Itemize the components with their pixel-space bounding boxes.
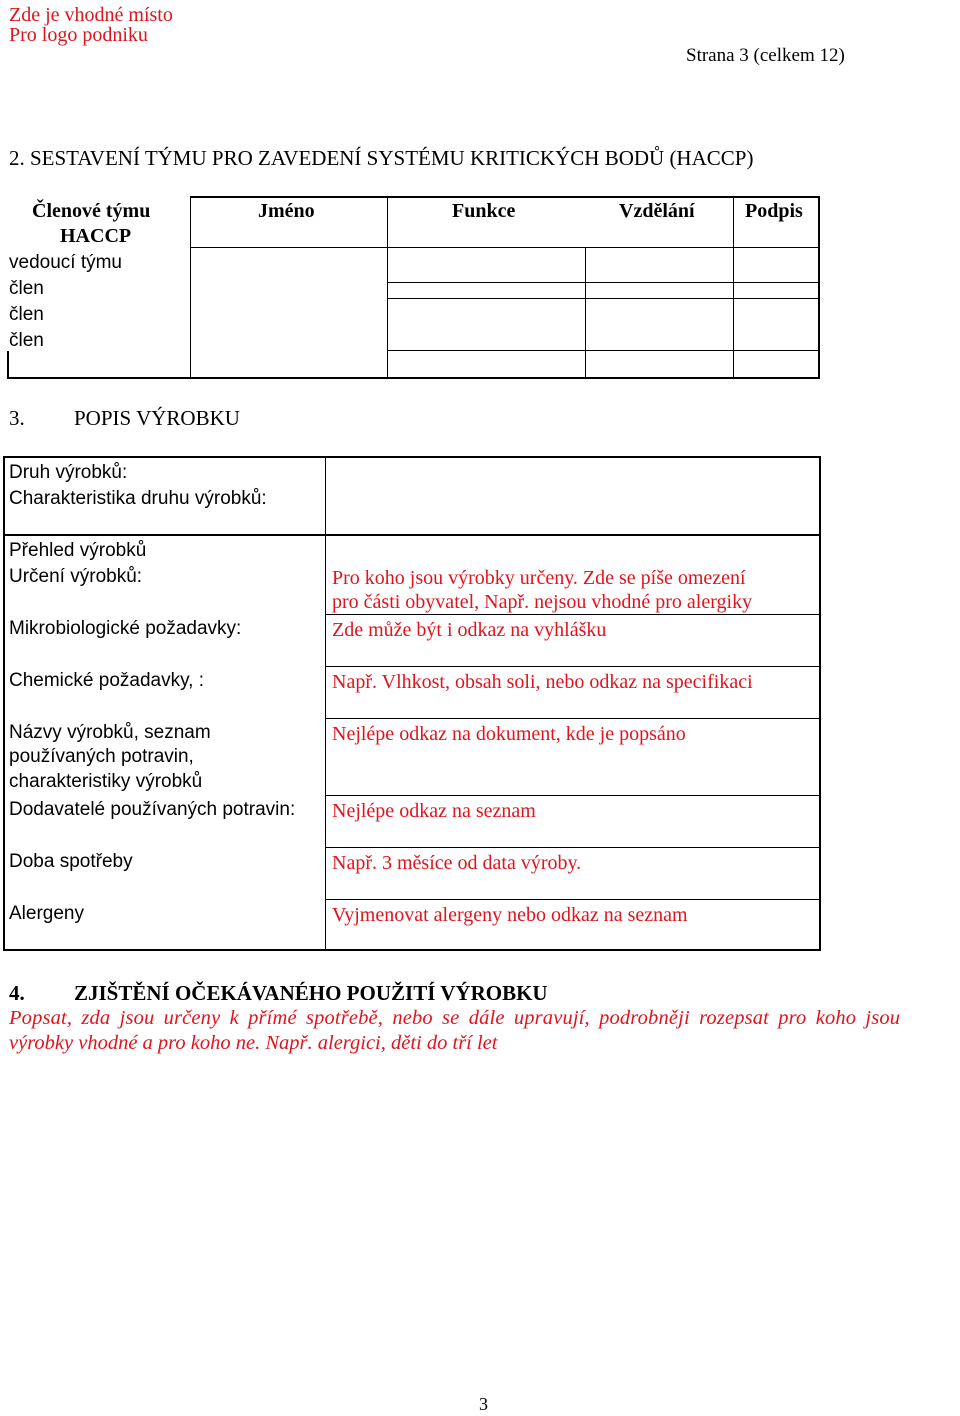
label-product-names-line2: používaných potravin, — [9, 746, 194, 767]
section3-title: POPIS VÝROBKU — [74, 406, 240, 430]
label-chemical-requirements: Chemické požadavky, : — [9, 670, 205, 691]
label-suppliers: Dodavatelé používaných potravin: — [9, 799, 296, 820]
label-allergens: Alergeny — [9, 903, 84, 924]
value-suppliers: Nejlépe odkaz na seznam — [332, 800, 536, 822]
section4-description-line2: výrobky vhodné a pro koho ne. Např. alergici, děti do tří let — [9, 1032, 498, 1054]
header-signature: Podpis — [745, 200, 803, 222]
row-member: člen — [9, 330, 44, 351]
haccp-team-table — [7, 196, 820, 379]
row-member: člen — [9, 278, 44, 299]
row-team-leader: vedoucí týmu — [9, 252, 122, 273]
label-microbiological-requirements: Mikrobiologické požadavky: — [9, 618, 242, 639]
value-microbiological: Zde může být i odkaz na vyhlášku — [332, 619, 607, 641]
header-function: Funkce — [452, 200, 516, 222]
label-product-type-characteristics: Charakteristika druhu výrobků: — [9, 488, 267, 509]
section2-title: 2. SESTAVENÍ TÝMU PRO ZAVEDENÍ SYSTÉMU KRITICKÝCH BODŮ (HACCP) — [9, 146, 754, 170]
logo-placeholder-line2: Pro logo podniku — [9, 24, 148, 46]
product-description-table — [3, 456, 821, 951]
label-product-names: Názvy výrobků, seznam — [9, 722, 211, 743]
header-members-haccp: HACCP — [60, 225, 132, 247]
section4-number: 4. — [9, 981, 25, 1005]
header-education: Vzdělání — [619, 200, 695, 222]
section3-number: 3. — [9, 406, 25, 430]
header-members: Členové týmu — [32, 200, 151, 222]
section4-description-line1: Popsat, zda jsou určeny k přímé spotřebě, nebo se dále upravují, podrobněji rozepsat pro koho jsou — [9, 1007, 901, 1029]
value-product-names: Nejlépe odkaz na dokument, kde je popsáno — [332, 723, 686, 745]
label-shelf-life: Doba spotřeby — [9, 851, 133, 872]
value-product-purpose: Pro koho jsou výrobky určeny. Zde se píše omezení — [332, 567, 746, 589]
value-product-purpose-line2: pro části obyvatel, Např. nejsou vhodné pro alergiky — [332, 591, 753, 613]
section4-title: ZJIŠTĚNÍ OČEKÁVANÉHO POUŽITÍ VÝROBKU — [74, 981, 548, 1005]
page-indicator: Strana 3 (celkem 12) — [686, 45, 845, 66]
label-product-type: Druh výrobků: — [9, 462, 128, 483]
header-name: Jméno — [258, 200, 315, 222]
logo-placeholder-line1: Zde je vhodné místo — [9, 4, 173, 26]
label-product-names-line3: charakteristiky výrobků — [9, 771, 203, 792]
label-product-purpose: Určení výrobků: — [9, 566, 143, 587]
row-member: člen — [9, 304, 44, 325]
value-shelf-life: Např. 3 měsíce od data výroby. — [332, 852, 582, 874]
value-chemical: Např. Vlhkost, obsah soli, nebo odkaz na specifikaci — [332, 671, 753, 693]
label-product-overview: Přehled výrobků — [9, 540, 147, 561]
value-allergens: Vyjmenovat alergeny nebo odkaz na seznam — [332, 904, 688, 926]
page-number: 3 — [479, 1394, 488, 1414]
